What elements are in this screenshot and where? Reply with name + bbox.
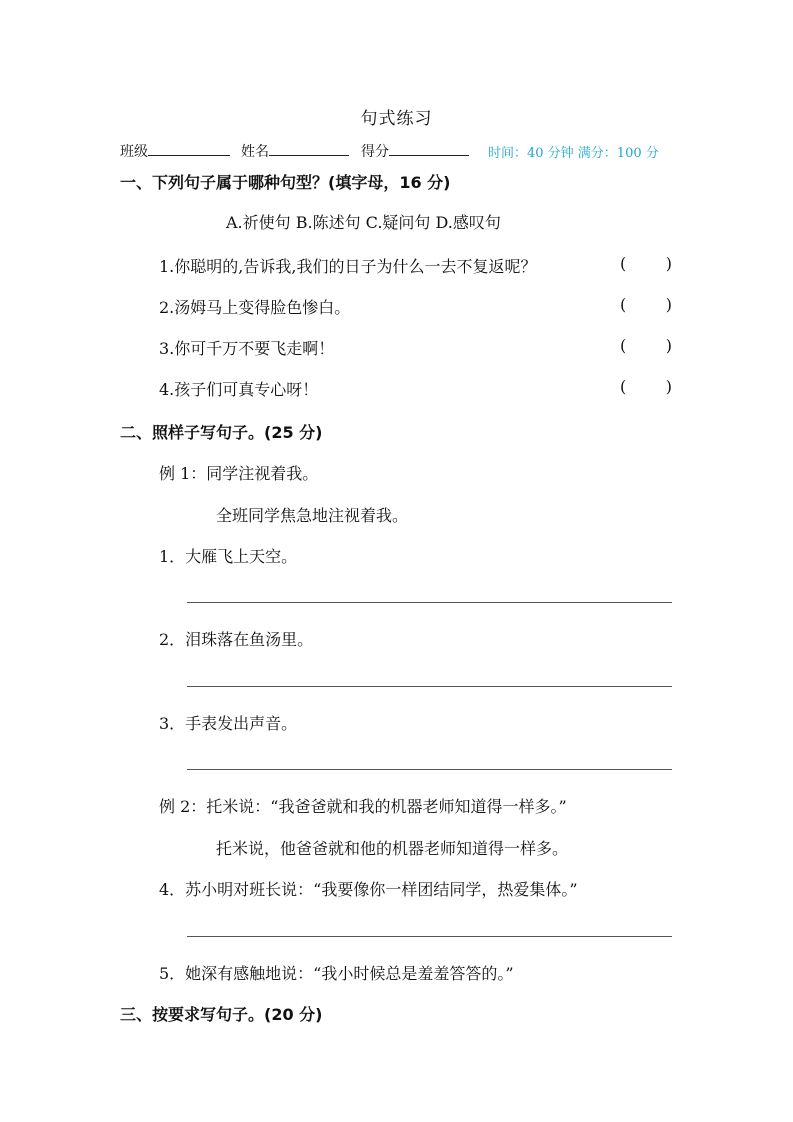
section1-heading: 一、下列句子属于哪种句型？(填字母，16 分)	[120, 173, 451, 192]
section1-item-2: 2.汤姆马上变得脸色惨白。	[159, 298, 351, 317]
section2-item-2: 2．泪珠落在鱼汤里。	[159, 630, 314, 649]
answer-line-1[interactable]	[187, 602, 672, 603]
time-info: 时间：40 分钟 满分：100 分	[488, 146, 659, 161]
example1-answer: 全班同学焦急地注视着我。	[216, 506, 409, 525]
score-blank[interactable]	[389, 143, 469, 156]
section2-item-5: 5．她深有感触地说：“我小时候总是羞羞答答的。”	[159, 964, 514, 983]
paren-open: (	[620, 377, 627, 396]
paren-close: )	[665, 254, 672, 273]
section2-heading: 二、照样子写句子。(25 分)	[120, 423, 323, 442]
section2-item-3: 3．手表发出声音。	[159, 714, 298, 733]
answer-line-4[interactable]	[187, 936, 672, 937]
section1-item-1: 1.你聪明的,告诉我,我们的日子为什么一去不复返呢？	[159, 257, 537, 276]
answer-parens-2[interactable]	[620, 295, 672, 314]
example2-prompt: 例 2：托米说：“我爸爸就和我的机器老师知道得一样多。”	[159, 797, 567, 816]
paren-open: (	[620, 254, 627, 273]
name-label: 姓名	[241, 144, 269, 160]
paren-close: )	[665, 295, 672, 314]
example1-prompt: 例 1：同学注视着我。	[159, 464, 319, 483]
name-field	[241, 141, 349, 161]
section3-heading: 三、按要求写句子。(20 分)	[120, 1005, 323, 1024]
paren-close: )	[665, 377, 672, 396]
section2-item-4: 4．苏小明对班长说：“我要像你一样团结同学，热爱集体。”	[159, 880, 578, 899]
section2-item-1: 1．大雁飞上天空。	[159, 547, 298, 566]
answer-parens-3[interactable]	[620, 336, 672, 355]
class-label: 班级	[120, 144, 148, 160]
answer-parens-4[interactable]	[620, 377, 672, 396]
example2-answer: 托米说，他爸爸就和他的机器老师知道得一样多。	[216, 839, 569, 858]
name-blank[interactable]	[269, 143, 349, 156]
score-field	[361, 141, 469, 161]
answer-line-3[interactable]	[187, 769, 672, 770]
answer-parens-1[interactable]	[620, 254, 672, 273]
class-blank[interactable]	[148, 143, 230, 156]
paren-open: (	[620, 295, 627, 314]
paren-open: (	[620, 336, 627, 355]
section1-item-4: 4.孩子们可真专心呀！	[159, 380, 319, 399]
section1-item-3: 3.你可千万不要飞走啊！	[159, 339, 335, 358]
class-field	[120, 141, 230, 161]
paren-close: )	[665, 336, 672, 355]
answer-line-2[interactable]	[187, 686, 672, 687]
page-title: 句式练习	[360, 109, 433, 129]
score-label: 得分	[361, 144, 389, 160]
section1-options: A.祈使句 B.陈述句 C.疑问句 D.感叹句	[226, 213, 501, 232]
